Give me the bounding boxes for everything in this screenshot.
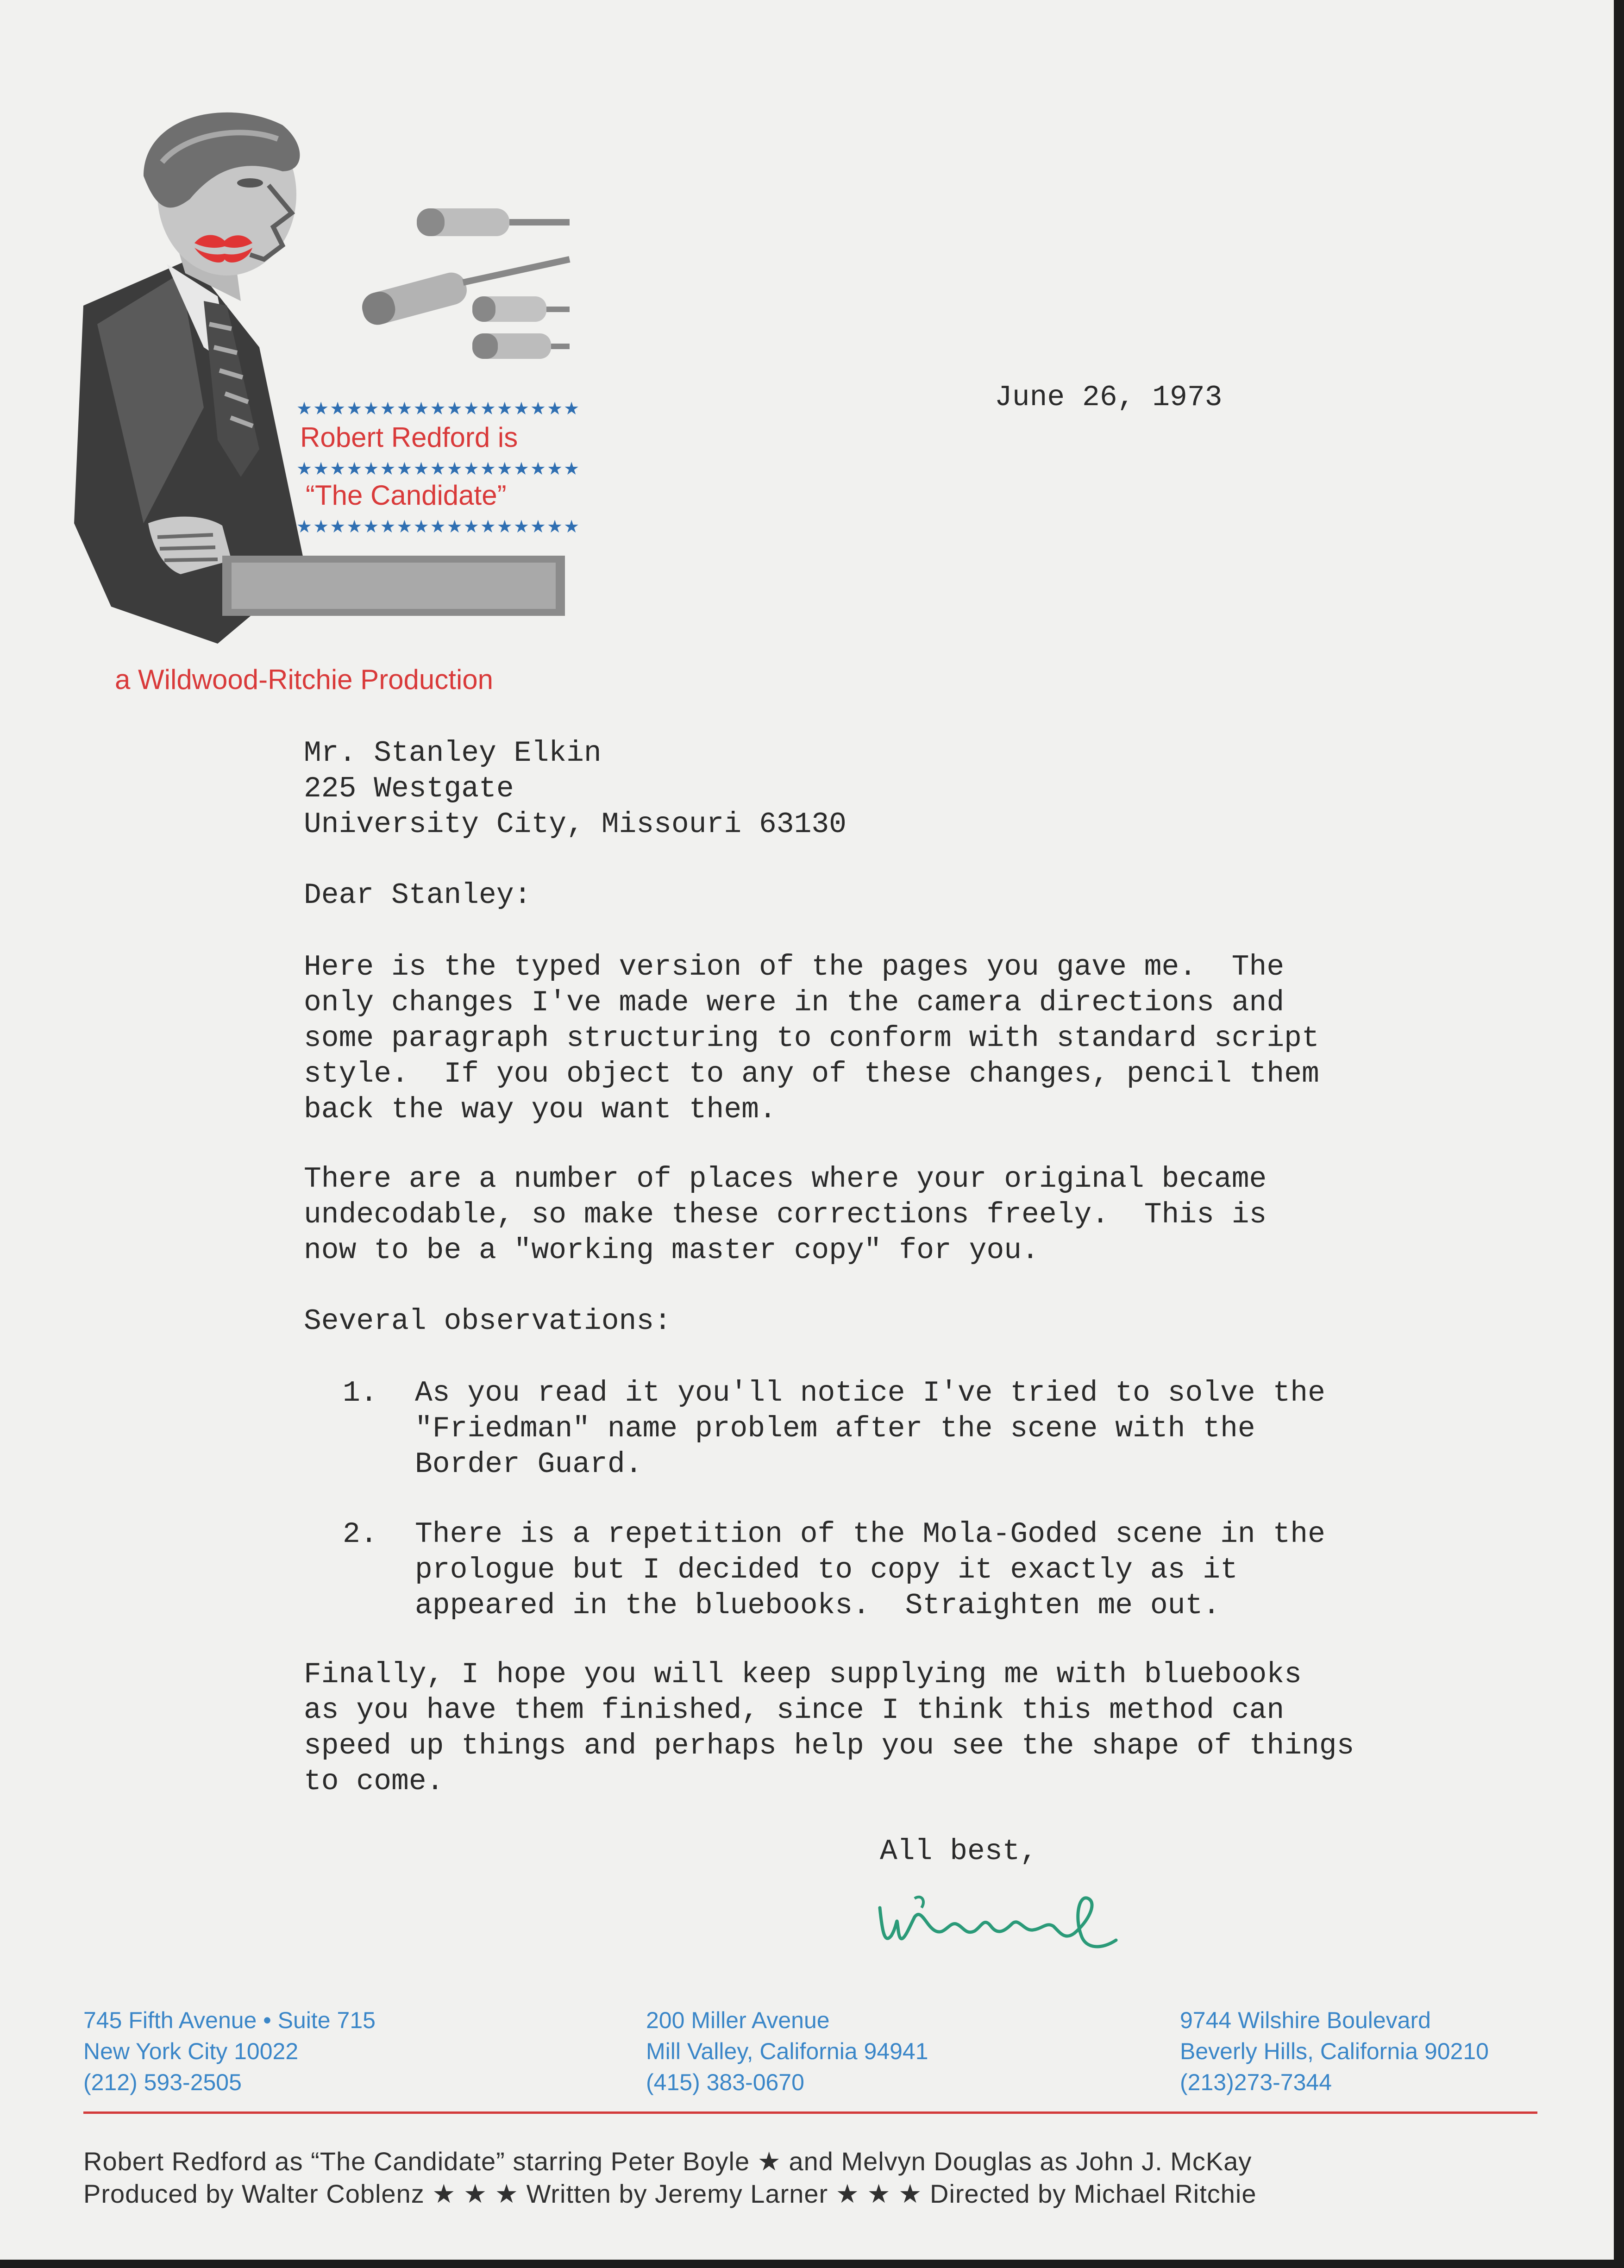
recipient-block [304,735,846,842]
text-line: speed up things and perhaps help you see the shape of things [304,1729,1354,1762]
star-row-top: ★★★★★★★★★★★★★★★★★ [296,398,581,419]
text-line: undecodable, so make these corrections freely. This is [304,1198,1267,1231]
address-line: (212) 593-2505 [83,2069,242,2095]
address-line: Beverly Hills, California 90210 [1180,2038,1489,2064]
letterhead-line-2: “The Candidate” [306,480,507,511]
item-2 [415,1516,1325,1623]
text-line: Border Guard. [415,1448,643,1481]
letter-date: June 26, 1973 [995,381,1223,414]
address-line: 9744 Wilshire Boulevard [1180,2007,1431,2033]
observations-intro: Several observations: [304,1305,671,1338]
text-line: prologue but I decided to copy it exactly as it [415,1554,1238,1586]
address-line: New York City 10022 [83,2038,299,2064]
candidate-illustration [65,107,583,653]
text-line: "Friedman" name problem after the scene with the [415,1412,1255,1445]
credits-line-1: Robert Redford as “The Candidate” starring Peter Boyle ★ and Melvyn Douglas as John J. McKay [83,2147,1252,2176]
address-new-york [83,2005,376,2098]
text-line: There are a number of places where your original became [304,1163,1267,1196]
text-line: as you have them finished, since I think this method can [304,1694,1285,1727]
star-row-middle: ★★★★★★★★★★★★★★★★★ [296,458,581,479]
microphone-icon [417,208,570,236]
star-row-bottom: ★★★★★★★★★★★★★★★★★ [296,516,581,537]
salutation: Dear Stanley: [304,879,532,912]
item-1 [415,1375,1325,1482]
text-line: to come. [304,1765,444,1798]
footer-rule [83,2111,1537,2114]
address-line: Mill Valley, California 94941 [646,2038,928,2064]
handwritten-signature [871,1880,1130,1973]
address-mill-valley [646,2005,928,2098]
address-line: 745 Fifth Avenue • Suite 715 [83,2007,376,2033]
text-line: Finally, I hope you will keep supplying me with bluebooks [304,1658,1302,1691]
paragraph-2 [304,1161,1267,1268]
address-beverly-hills [1180,2005,1489,2098]
credits-line-2: Produced by Walter Coblenz ★ ★ ★ Written by Jeremy Larner ★ ★ ★ Directed by Michael Ritchie [83,2179,1257,2208]
text-line: now to be a "working master copy" for you. [304,1234,1039,1267]
item-2-number: 2. [343,1518,378,1551]
paragraph-3 [304,1657,1354,1799]
recipient-line: 225 Westgate [304,772,514,805]
text-line: There is a repetition of the Mola-Goded scene in the [415,1518,1325,1551]
item-1-number: 1. [343,1377,378,1410]
paragraph-1 [304,949,1319,1128]
address-line: (213)273-7344 [1180,2069,1332,2095]
text-line: style. If you object to any of these changes, pencil them [304,1058,1319,1090]
production-credit: a Wildwood-Ritchie Production [115,664,494,695]
recipient-line: University City, Missouri 63130 [304,808,846,841]
address-line: (415) 383-0670 [646,2069,804,2095]
text-line: back the way you want them. [304,1093,777,1126]
text-line: only changes I've made were in the camera directions and [304,986,1285,1019]
letterhead-line-1: Robert Redford is [300,422,518,453]
closing: All best, [880,1835,1038,1868]
text-line: some paragraph structuring to conform with standard script [304,1022,1319,1055]
address-line: 200 Miller Avenue [646,2007,830,2033]
recipient-line: Mr. Stanley Elkin [304,737,602,770]
text-line: appeared in the bluebooks. Straighten me out. [415,1589,1221,1622]
text-line: Here is the typed version of the pages you gave me. The [304,951,1285,984]
text-line: As you read it you'll notice I've tried to solve the [415,1377,1325,1410]
